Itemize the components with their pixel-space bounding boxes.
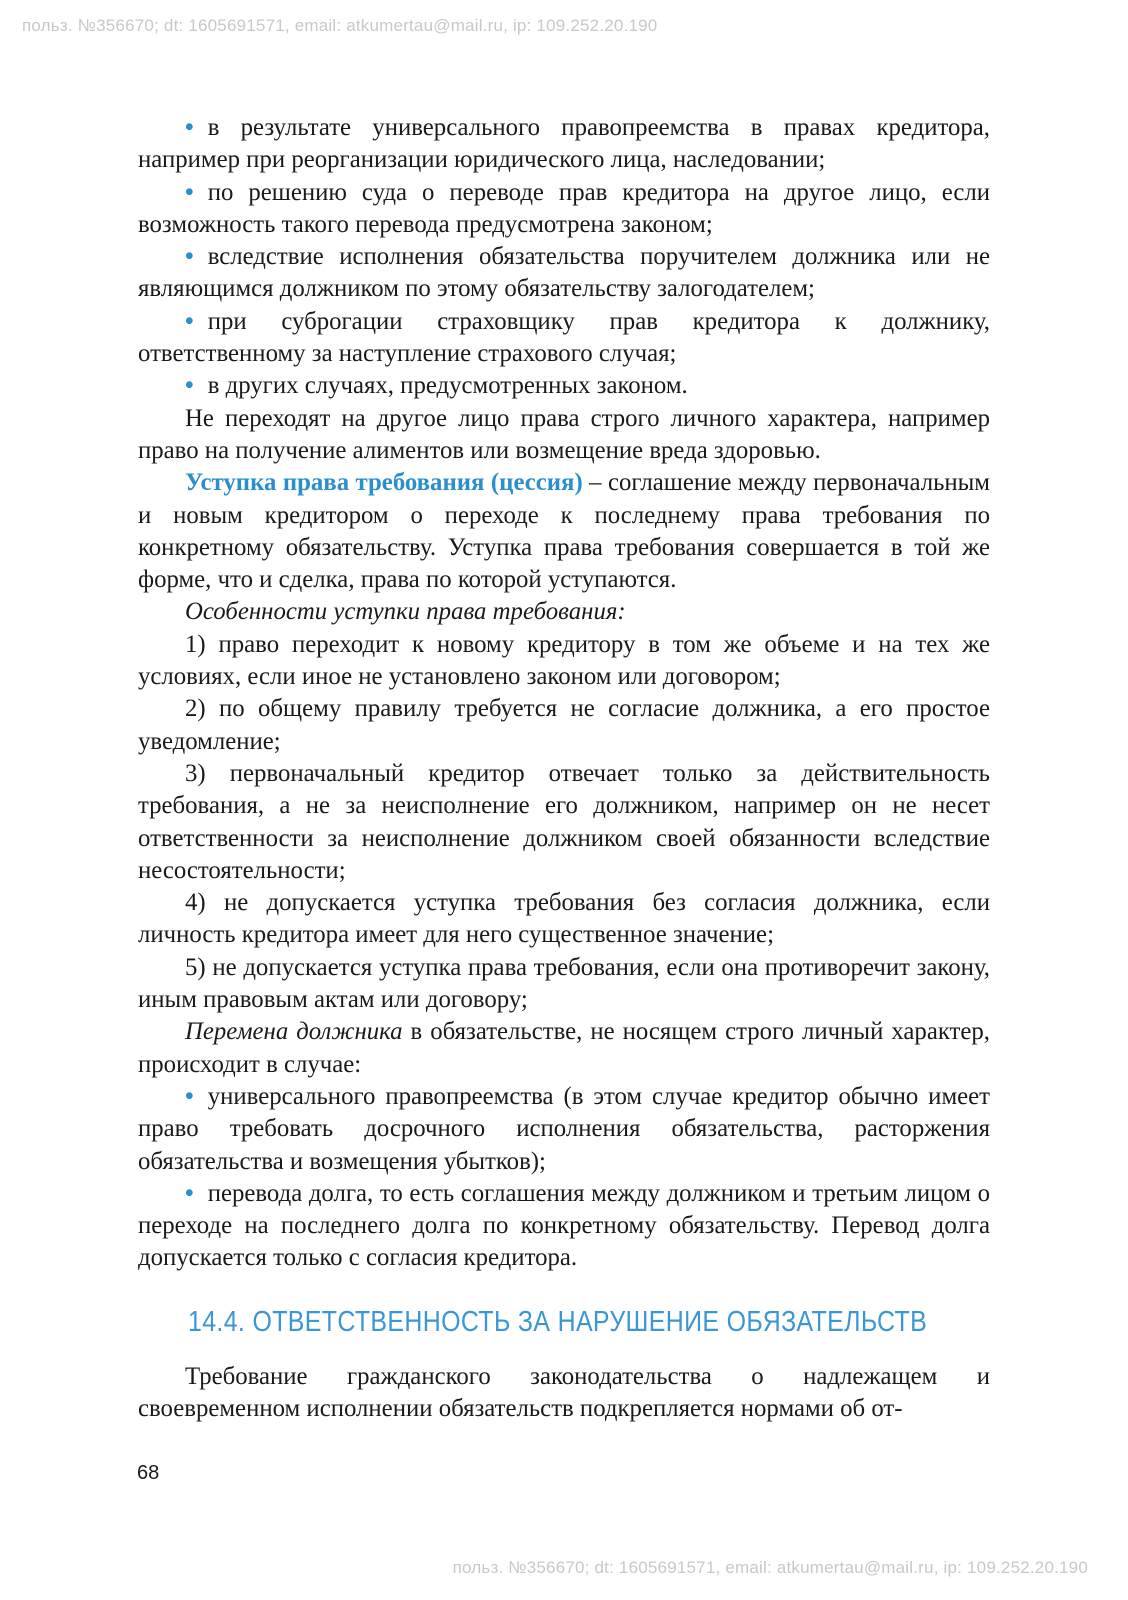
- bullet-item: [138, 241, 990, 306]
- numbered-item: 5) не допускается уступка права требования, если она противоречит закону, иным правовым актам или договору;: [138, 953, 990, 1014]
- bullet-text: по решению суда о переводе прав кредитора на другое лицо, если возможность такого перевода предусмотрена законом;: [138, 178, 990, 238]
- numbered-item: 4) не допускается уступка требования без согласия должника, если личность кредитора имеет для него существенное значение;: [138, 889, 990, 949]
- numbered-item: 2) по общему правилу требуется не согласие должника, а его простое уведомление;: [138, 695, 990, 755]
- bullet-text: перевода долга, то есть соглашения между должником и третьим лицом о переходе на последнего долга по конкретному обязательству. Перевод долга допускается только с согласия кредитора.: [138, 1179, 990, 1272]
- bullet-icon: •: [185, 178, 194, 206]
- numbered-item: 1) право переходит к новому кредитору в том же объеме и на тех же условиях, если иное не установлено законом или договором;: [138, 630, 990, 691]
- bullet-icon: •: [185, 307, 194, 335]
- bullet-text: в других случаях, предусмотренных законом.: [207, 372, 688, 400]
- paragraph-cession-features-title: Особенности уступки права требования:: [185, 598, 626, 626]
- term-debtor-change: Перемена должника: [185, 1018, 403, 1046]
- bullet-item: [138, 370, 990, 402]
- section-heading: 14.4. ОТВЕТСТВЕННОСТЬ ЗА НАРУШЕНИЕ ОБЯЗАТЕЛЬСТВ: [188, 1305, 928, 1338]
- bullet-item: [138, 1081, 990, 1178]
- page-body: [138, 112, 990, 1425]
- paragraph-liability: Требование гражданского законодательства о надлежащем и своевременном исполнении обязательств подкрепляется нормами об от-: [138, 1362, 990, 1422]
- paragraph-cession-definition: [138, 467, 990, 596]
- paragraph-personal-rights: Не переходят на другое лицо права строго личного характера, например право на получение алиментов или возмещение вреда здоровью.: [138, 404, 990, 464]
- bullet-text: при суброгации страховщику прав кредитора к должнику, ответственному за наступление страхового случая;: [138, 307, 990, 368]
- page-number: 68: [137, 1462, 160, 1484]
- definition-text: – соглашение между первоначальным и новым кредитором о переходе к последнему права требования по конкретному обязательству. Уступка права требования совершается в той же форме, что и сделка, права по которой уступаются.: [138, 469, 991, 594]
- bullet-item: [138, 306, 990, 371]
- bullet-item: [138, 1178, 990, 1275]
- watermark-top: польз. №356670; dt: 1605691571, email: atkumertau@mail.ru, ip: 109.252.20.190: [22, 16, 658, 35]
- bullet-icon: •: [185, 114, 194, 141]
- paragraph-debtor-change: [138, 1016, 990, 1081]
- watermark-bottom: польз. №356670; dt: 1605691571, email: atkumertau@mail.ru, ip: 109.252.20.190: [452, 1558, 1088, 1577]
- numbered-item: 3) первоначальный кредитор отвечает только за действительность требования, а не за неисполнение его должником, например он не несет ответственности за неисполнение должником своей обязанности вследствие несостоятельности;: [138, 759, 990, 884]
- bullet-icon: •: [185, 1179, 194, 1207]
- bullet-text: вследствие исполнения обязательства поручителем должника или не являющимся должником по этому обязательству залогодателем;: [138, 243, 990, 303]
- bullet-icon: •: [185, 1082, 194, 1110]
- bullet-icon: •: [185, 243, 194, 271]
- bullet-item: [138, 177, 990, 242]
- bullet-item: [138, 112, 990, 177]
- term-cession: Уступка права требования (цессия): [185, 469, 583, 497]
- bullet-text: в результате универсального правопреемства в правах кредитора, например при реорганизации юридического лица, наследовании;: [138, 114, 990, 174]
- bullet-icon: •: [185, 372, 194, 400]
- bullet-text: универсального правопреемства (в этом случае кредитор обычно имеет право требовать досрочного исполнения обязательства, расторжения обязательства и возмещения убытков);: [138, 1082, 990, 1175]
- paragraph-text: в обязательстве, не носящем строго личный характер, происходит в случае:: [138, 1018, 990, 1078]
